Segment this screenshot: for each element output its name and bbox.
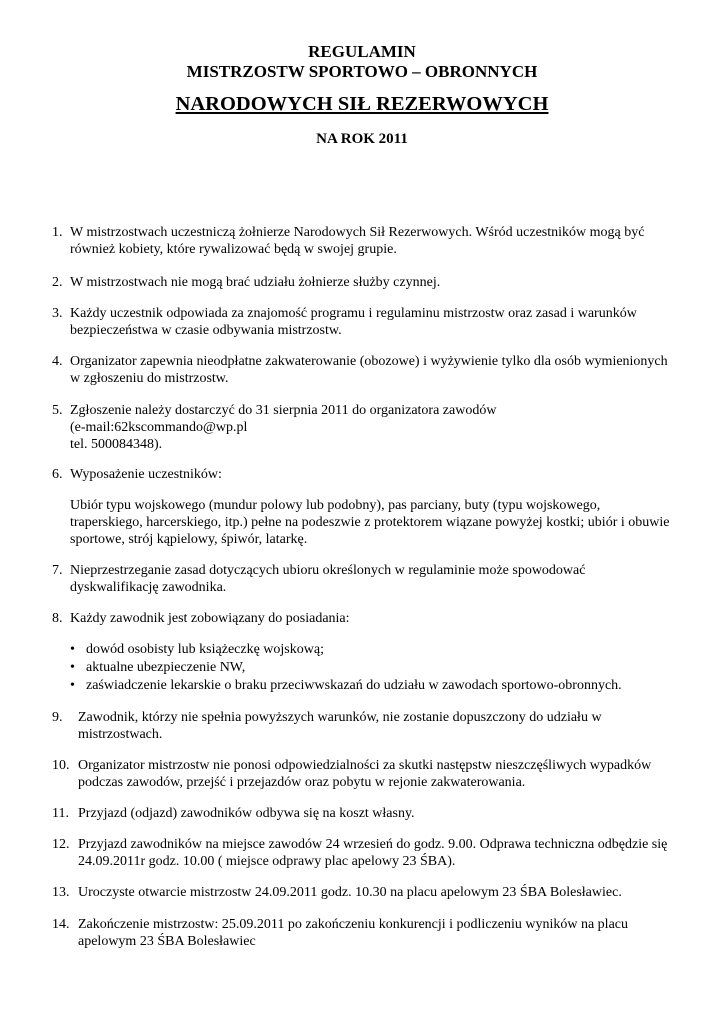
rule-text-line: tel. 500084348). <box>70 437 163 452</box>
rule-text-line: w zgłoszeniu do mistrzostw. <box>70 371 229 386</box>
rule-text-line: Każdy uczestnik odpowiada za znajomość programu i regulaminu mistrzostw oraz zasad i warunków <box>70 306 637 321</box>
rule-text-line: apelowym 23 ŚBA Bolesławiec <box>78 934 256 949</box>
rule-text-line: sportowe, strój kąpielowy, śpiwór, latarkę. <box>70 532 308 547</box>
rule-number: 8. <box>52 611 63 626</box>
rule-number: 12. <box>52 837 70 852</box>
rule-text-line: Wyposażenie uczestników: <box>70 467 222 482</box>
rule-number: 10. <box>52 758 70 773</box>
rule-text-line: W mistrzostwach uczestniczą żołnierze Narodowych Sił Rezerwowych. Wśród uczestników mogą być <box>70 225 645 240</box>
rule-number: 3. <box>52 306 63 321</box>
rule-number: 13. <box>52 885 70 900</box>
rule-text-line: dyskwalifikację zawodnika. <box>70 580 227 595</box>
bullet-text: aktualne ubezpieczenie NW, <box>86 660 246 675</box>
rule-text-line: również kobiety, które rywalizować będą w swojej grupie. <box>70 242 397 257</box>
header-title-line3: NARODOWYCH SIŁ REZERWOWYCH <box>175 93 549 115</box>
bullet-item <box>70 641 324 658</box>
rule-number: 5. <box>52 403 63 418</box>
rule-text-line: Ubiór typu wojskowego (mundur polowy lub podobny), pas parciany, buty (typu wojskowego, <box>70 498 601 513</box>
rule-text-line: Przyjazd zawodników na miejsce zawodów 24 wrzesień do godz. 9.00. Odprawa techniczna odbędzie się <box>78 837 668 852</box>
bullet-text: zaświadczenie lekarskie o braku przeciwwskazań do udziału w zawodach sportowo-obronnych. <box>86 678 622 693</box>
bullet-dot-icon: • <box>70 642 75 657</box>
rule-text-line: Przyjazd (odjazd) zawodników odbywa się na koszt własny. <box>78 806 415 821</box>
rule-text-line: Organizator zapewnia nieodpłatne zakwaterowanie (obozowe) i wyżywienie tylko dla osób wymienionych <box>70 354 668 369</box>
rule-text-line: Zakończenie mistrzostw: 25.09.2011 po zakończeniu konkurencji i podliczeniu wyników na placu <box>78 917 628 932</box>
rule-number: 1. <box>52 225 63 240</box>
rule-text-line: Zawodnik, którzy nie spełnia powyższych warunków, nie zostanie dopuszczony do udziału w <box>78 710 602 725</box>
rule-text-line: W mistrzostwach nie mogą brać udziału żołnierze służby czynnej. <box>70 275 441 290</box>
rule-number: 2. <box>52 275 63 290</box>
rule-text-line: Nieprzestrzeganie zasad dotyczących ubioru określonych w regulaminie może spowodować <box>70 563 586 578</box>
header-title-line2: MISTRZOSTW SPORTOWO – OBRONNYCH <box>186 62 538 81</box>
bullet-item <box>70 677 622 694</box>
rule-number: 7. <box>52 563 63 578</box>
bullet-text: dowód osobisty lub książeczkę wojskową; <box>86 642 324 657</box>
document-header <box>0 42 724 148</box>
rule-text-line: bezpieczeństwa w czasie odbywania mistrzostw. <box>70 323 342 338</box>
bullet-dot-icon: • <box>70 660 75 675</box>
rule-number: 6. <box>52 467 63 482</box>
rule-number: 14. <box>52 917 70 932</box>
header-title-line1: REGULAMIN <box>308 42 416 61</box>
rule-text-line: Każdy zawodnik jest zobowiązany do posiadania: <box>70 611 350 626</box>
rule-text-line: Organizator mistrzostw nie ponosi odpowiedzialności za skutki następstw nieszczęśliwych wypadków <box>78 758 652 773</box>
rule-text-line: podczas zawodów, przejść i przejazdów oraz pobytu w rejonie zakwaterowania. <box>78 775 526 790</box>
rule-text-line: mistrzostwach. <box>78 727 163 742</box>
rule-text-line: 24.09.2011r godz. 10.00 ( miejsce odprawy plac apelowy 23 ŚBA). <box>78 854 456 869</box>
rule-number: 4. <box>52 354 63 369</box>
rule-text-line: Zgłoszenie należy dostarczyć do 31 sierpnia 2011 do organizatora zawodów <box>70 403 497 418</box>
bullet-item <box>70 659 245 676</box>
rule-number: 9. <box>52 710 63 725</box>
rule-text-line: traperskiego, harcerskiego, itp.) pełne na podeszwie z protektorem wiązane powyżej kostki; ubiór i obuwie <box>70 515 670 530</box>
rule-number: 11. <box>52 806 69 821</box>
header-year: NA ROK 2011 <box>316 131 408 147</box>
rule-text-line: (e-mail:62kscommando@wp.pl <box>70 420 248 435</box>
bullet-dot-icon: • <box>70 678 75 693</box>
rule-text-line: Uroczyste otwarcie mistrzostw 24.09.2011 godz. 10.30 na placu apelowym 23 ŚBA Bolesławiec. <box>78 885 622 900</box>
